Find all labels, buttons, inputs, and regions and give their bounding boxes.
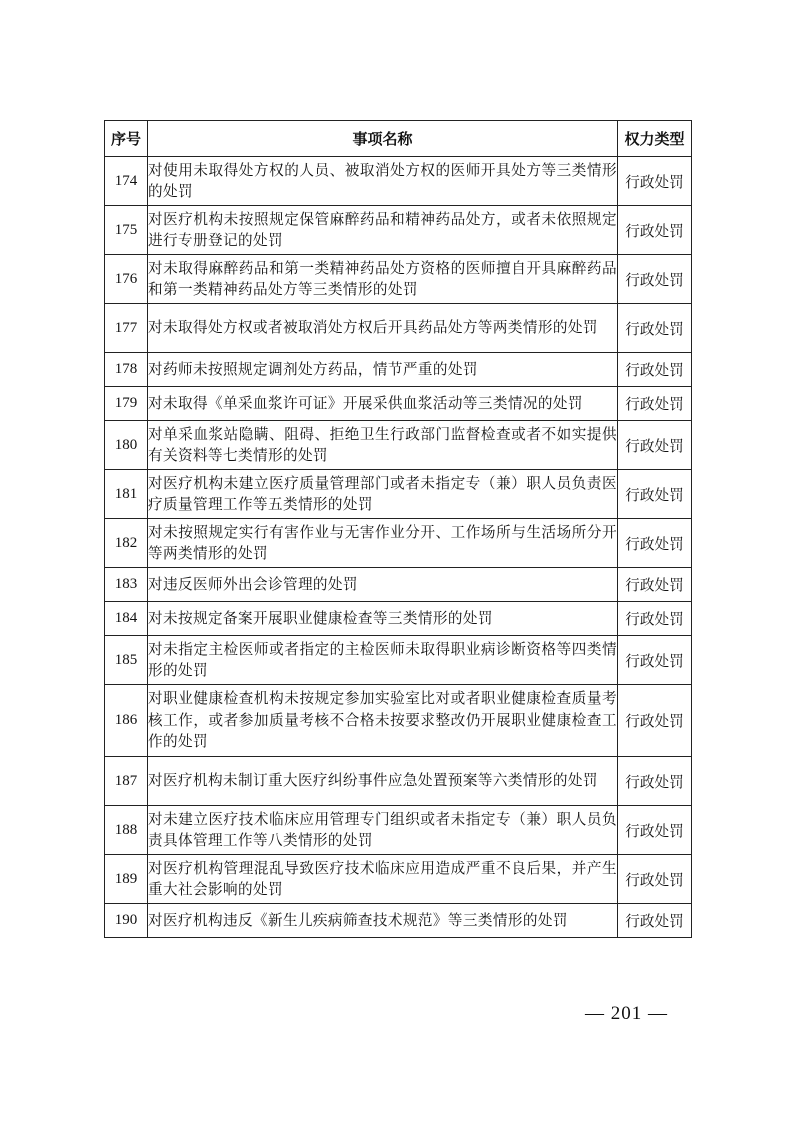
row-power-type: 行政处罚 — [618, 757, 692, 806]
row-power-type: 行政处罚 — [618, 470, 692, 519]
row-power-type: 行政处罚 — [618, 387, 692, 421]
row-item-name: 对医疗机构管理混乱导致医疗技术临床应用造成严重不良后果，并产生重大社会影响的处罚 — [148, 855, 618, 904]
row-power-type: 行政处罚 — [618, 255, 692, 304]
row-number: 174 — [105, 157, 148, 206]
table-row — [105, 568, 692, 602]
row-power-type: 行政处罚 — [618, 685, 692, 757]
table-row — [105, 904, 692, 938]
row-number: 186 — [105, 685, 148, 757]
table-row — [105, 806, 692, 855]
row-item-name: 对职业健康检查机构未按规定参加实验室比对或者职业健康检查质量考核工作，或者参加质量考核不合格未按要求整改仍开展职业健康检查工作的处罚 — [148, 685, 618, 757]
table-row — [105, 421, 692, 470]
table-row — [105, 304, 692, 353]
table-row — [105, 255, 692, 304]
row-item-name: 对医疗机构未制订重大医疗纠纷事件应急处置预案等六类情形的处罚 — [148, 757, 618, 806]
table-row — [105, 602, 692, 636]
row-power-type: 行政处罚 — [618, 206, 692, 255]
table-row — [105, 519, 692, 568]
row-item-name: 对违反医师外出会诊管理的处罚 — [148, 568, 618, 602]
row-item-name: 对单采血浆站隐瞒、阻碍、拒绝卫生行政部门监督检查或者不如实提供有关资料等七类情形的处罚 — [148, 421, 618, 470]
table-row — [105, 757, 692, 806]
row-number: 175 — [105, 206, 148, 255]
row-item-name: 对医疗机构未建立医疗质量管理部门或者未指定专（兼）职人员负责医疗质量管理工作等五类情形的处罚 — [148, 470, 618, 519]
row-number: 178 — [105, 353, 148, 387]
row-number: 187 — [105, 757, 148, 806]
row-power-type: 行政处罚 — [618, 806, 692, 855]
row-power-type: 行政处罚 — [618, 904, 692, 938]
header-power-type: 权力类型 — [618, 121, 692, 157]
row-number: 183 — [105, 568, 148, 602]
row-power-type: 行政处罚 — [618, 157, 692, 206]
table-row — [105, 855, 692, 904]
row-number: 185 — [105, 636, 148, 685]
row-power-type: 行政处罚 — [618, 636, 692, 685]
table-row — [105, 387, 692, 421]
row-number: 180 — [105, 421, 148, 470]
row-power-type: 行政处罚 — [618, 568, 692, 602]
row-item-name: 对药师未按照规定调剂处方药品，情节严重的处罚 — [148, 353, 618, 387]
row-number: 184 — [105, 602, 148, 636]
row-number: 179 — [105, 387, 148, 421]
row-power-type: 行政处罚 — [618, 353, 692, 387]
row-item-name: 对未按规定备案开展职业健康检查等三类情形的处罚 — [148, 602, 618, 636]
row-power-type: 行政处罚 — [618, 304, 692, 353]
table-row — [105, 685, 692, 757]
row-item-name: 对未取得麻醉药品和第一类精神药品处方资格的医师擅自开具麻醉药品和第一类精神药品处方等三类情形的处罚 — [148, 255, 618, 304]
header-item-name: 事项名称 — [148, 121, 618, 157]
table-row — [105, 206, 692, 255]
table-row — [105, 636, 692, 685]
header-number: 序号 — [105, 121, 148, 157]
table-row — [105, 353, 692, 387]
row-item-name: 对未指定主检医师或者指定的主检医师未取得职业病诊断资格等四类情形的处罚 — [148, 636, 618, 685]
table-header-row — [105, 121, 692, 157]
row-power-type: 行政处罚 — [618, 519, 692, 568]
row-item-name: 对医疗机构违反《新生儿疾病筛查技术规范》等三类情形的处罚 — [148, 904, 618, 938]
row-number: 188 — [105, 806, 148, 855]
row-number: 177 — [105, 304, 148, 353]
row-item-name: 对医疗机构未按照规定保管麻醉药品和精神药品处方，或者未依照规定进行专册登记的处罚 — [148, 206, 618, 255]
row-item-name: 对使用未取得处方权的人员、被取消处方权的医师开具处方等三类情形的处罚 — [148, 157, 618, 206]
row-item-name: 对未取得《单采血浆许可证》开展采供血浆活动等三类情况的处罚 — [148, 387, 618, 421]
page-number: — 201 — — [585, 1003, 668, 1024]
row-power-type: 行政处罚 — [618, 602, 692, 636]
row-item-name: 对未取得处方权或者被取消处方权后开具药品处方等两类情形的处罚 — [148, 304, 618, 353]
row-number: 189 — [105, 855, 148, 904]
power-list-table — [104, 120, 692, 938]
row-number: 181 — [105, 470, 148, 519]
row-number: 176 — [105, 255, 148, 304]
table-row — [105, 157, 692, 206]
row-power-type: 行政处罚 — [618, 421, 692, 470]
row-item-name: 对未建立医疗技术临床应用管理专门组织或者未指定专（兼）职人员负责具体管理工作等八类情形的处罚 — [148, 806, 618, 855]
table-row — [105, 470, 692, 519]
row-item-name: 对未按照规定实行有害作业与无害作业分开、工作场所与生活场所分开等两类情形的处罚 — [148, 519, 618, 568]
row-number: 182 — [105, 519, 148, 568]
row-number: 190 — [105, 904, 148, 938]
row-power-type: 行政处罚 — [618, 855, 692, 904]
